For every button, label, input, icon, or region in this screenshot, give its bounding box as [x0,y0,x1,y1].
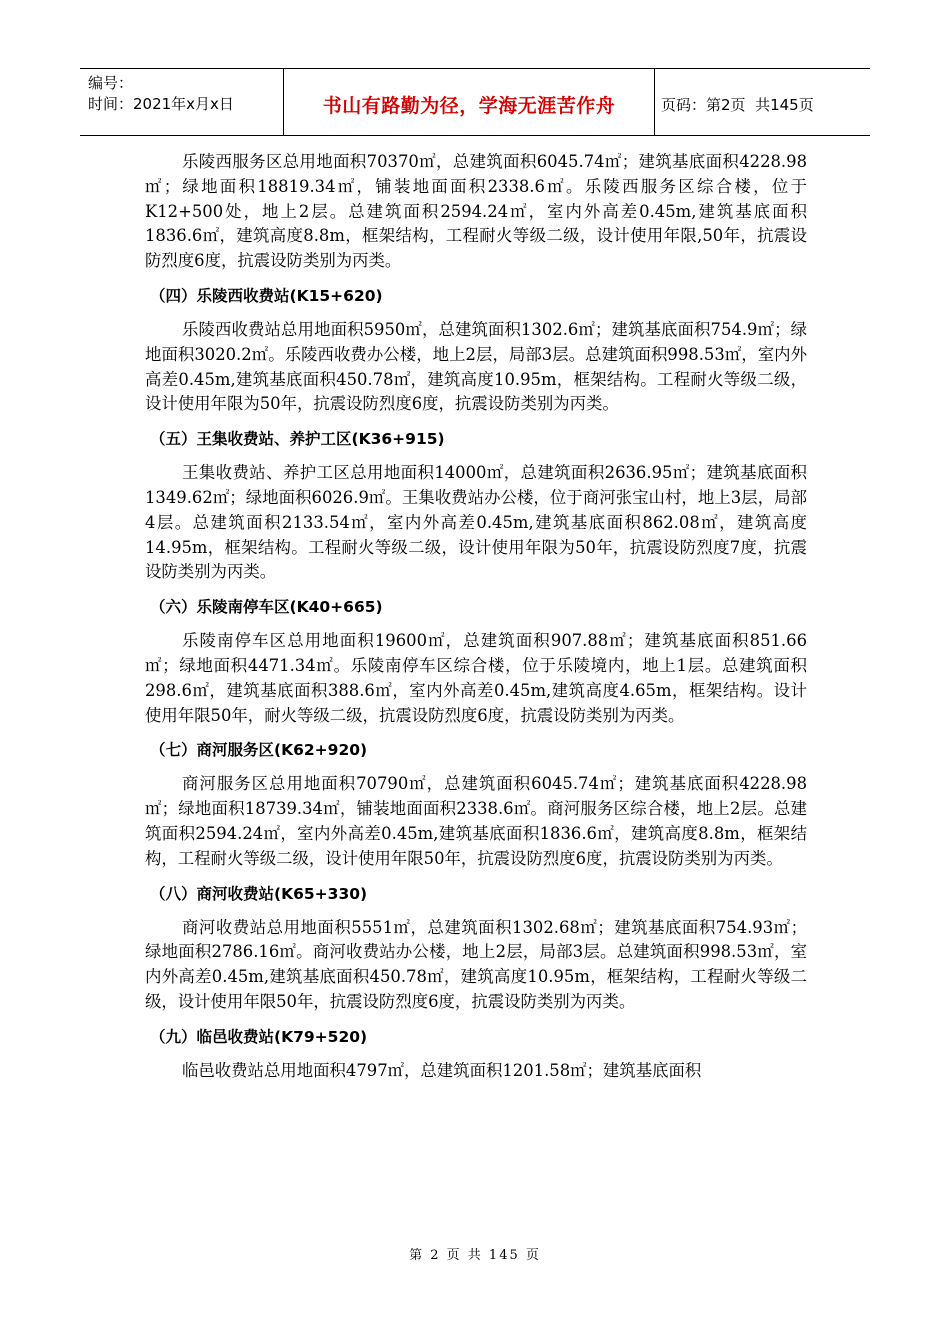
section-paragraph: 商河收费站总用地面积5551㎡，总建筑面积1302.68㎡；建筑基底面积754.93㎡；绿地面积2786.16㎡。商河收费站办公楼，地上2层，局部3层。总建筑面积998.53㎡，室内外高差0.45m,建筑基底面积450.78㎡，建筑高度10.95m，框架结构，工程耐火等级二级，设计使用年限50年，抗震设防烈度6度，抗震设防类别为丙类。 [145,917,807,1011]
section-paragraph: 乐陵西收费站总用地面积5950㎡，总建筑面积1302.6㎡；建筑基底面积754.9㎡；绿地面积3020.2㎡。乐陵西收费办公楼，地上2层，局部3层。总建筑面积998.53㎡，室内外高差0.45m,建筑基底面积450.78㎡，建筑高度10.95m，框架结构。工程耐火等级二级，设计使用年限为50年，抗震设防烈度6度，抗震设防类别为丙类。 [145,319,807,414]
serial-number-label: 编号： [88,74,134,92]
section-paragraph: 王集收费站、养护工区总用地面积14000㎡，总建筑面积2636.95㎡；建筑基底面积1349.62㎡；绿地面积6026.9㎡。王集收费站办公楼，位于商河张宝山村，地上3层，局部4层。总建筑面积2133.54㎡，室内外高差0.45m,建筑基底面积862.08㎡，建筑高度14.95m，框架结构。工程耐火等级二级，设计使用年限为50年，抗震设防烈度7度，抗震设防类别为丙类。 [145,463,807,582]
page-footer: 第 2 页 共 145 页 [409,1248,541,1263]
page-info-text: 页码：第2页 共145页 [661,95,814,114]
section-heading: （四）乐陵西收费站(K15+620) [150,286,383,305]
section-heading: （八）商河收费站(K65+330) [150,884,368,903]
header-meta [80,69,283,135]
section-paragraph: 乐陵西服务区总用地面积70370㎡，总建筑面积6045.74㎡；建筑基底面积4228.98㎡；绿地面积18819.34㎡，铺装地面面积2338.6㎡。乐陵西服务区综合楼，位于K12+500处，地上2层。总建筑面积2594.24㎡，室内外高差0.45m,建筑基底面积1836.6㎡，建筑高度8.8m，框架结构，工程耐火等级二级，设计使用年限,50年，抗震设防烈度6度，抗震设防类别为丙类。 [145,152,807,271]
document-body [145,150,807,1084]
header-page-info [655,69,870,135]
section-heading: （六）乐陵南停车区(K40+665) [150,598,383,617]
date-label: 时间：2021年x月x日 [88,95,234,113]
header-motto: 书山有路勤为径，学海无涯苦作舟 [283,69,655,135]
section-paragraph: 临邑收费站总用地面积4797㎡，总建筑面积1201.58㎡；建筑基底面积 [182,1060,702,1080]
section-paragraph: 乐陵南停车区总用地面积19600㎡，总建筑面积907.88㎡；建筑基底面积851.66㎡；绿地面积4471.34㎡。乐陵南停车区综合楼，位于乐陵境内，地上1层。总建筑面积298.6㎡，建筑基底面积388.6㎡，室内外高差0.45m,建筑高度4.65m，框架结构。设计使用年限50年，耐火等级二级，抗震设防烈度6度，抗震设防类别为丙类。 [145,631,807,725]
section-heading: （五）王集收费站、养护工区(K36+915) [150,430,445,449]
page-header [80,68,870,136]
section-heading: （九）临邑收费站(K79+520) [150,1027,368,1046]
section-heading: （七）商河服务区(K62+920) [150,741,368,760]
section-paragraph: 商河服务区总用地面积70790㎡，总建筑面积6045.74㎡；建筑基底面积4228.98㎡；绿地面积18739.34㎡，铺装地面面积2338.6㎡。商河服务区综合楼，地上2层。总建筑面积2594.24㎡，室内外高差0.45m,建筑基底面积1836.6㎡，建筑高度8.8m，框架结构，工程耐火等级二级，设计使用年限50年，抗震设防烈度6度，抗震设防类别为丙类。 [145,774,807,868]
